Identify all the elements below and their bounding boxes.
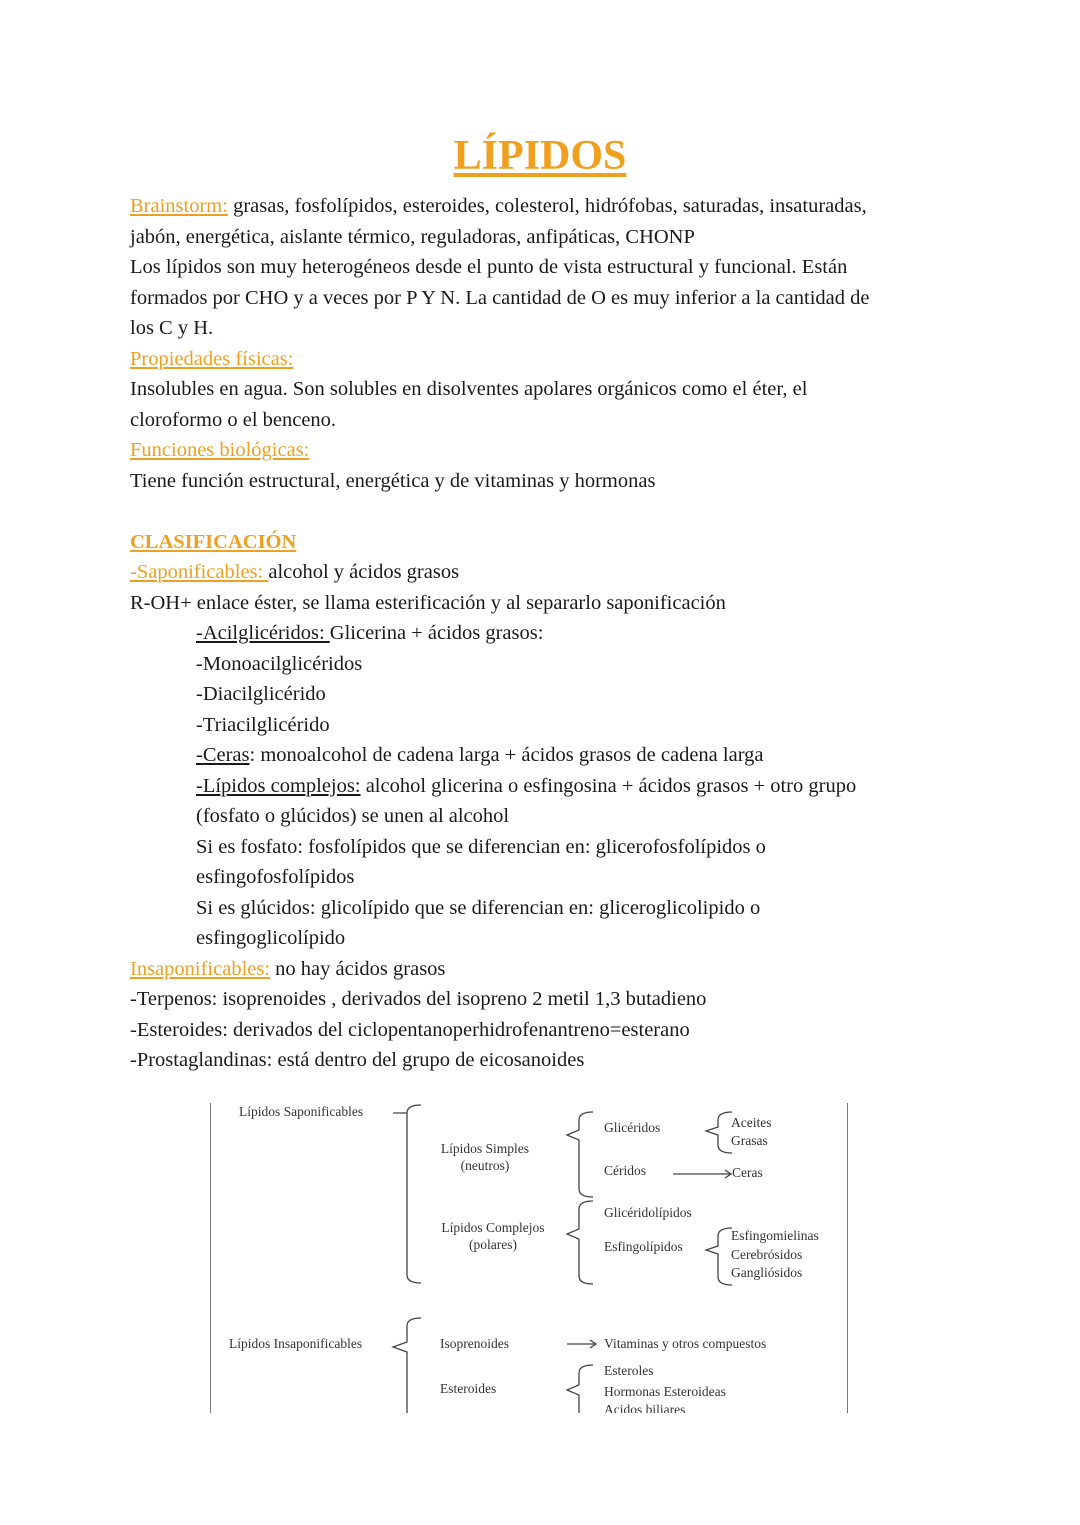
bracket-complejos <box>567 1201 593 1284</box>
node-cerebrosidos: Cerebrósidos <box>731 1247 803 1262</box>
node-gangliosidos: Gangliósidos <box>731 1265 803 1280</box>
glucidos-line-2: esfingoglicolípido <box>196 927 346 949</box>
node-saponificables: Lípidos Saponificables <box>239 1104 364 1119</box>
clasificacion-heading: CLASIFICACIÓN <box>130 530 297 553</box>
list-item: -Monoacilglicéridos <box>196 652 363 675</box>
propiedades-heading: Propiedades físicas: <box>130 347 294 370</box>
acilgliceridos-line: -Acilglicéridos: Glicerina + ácidos grasos: <box>196 622 544 644</box>
list-item: -Triacilglicérido <box>196 713 330 736</box>
node-esfingolipidos: Esfingolípidos <box>604 1239 683 1254</box>
node-ceridos: Céridos <box>604 1163 646 1178</box>
list-item: -Esteroides: derivados del ciclopentanoperhidrofenantreno=esterano <box>130 1018 690 1041</box>
node-glicerido-lipidos: Glicéridolípidos <box>604 1205 692 1220</box>
intro-line: Los lípidos son muy heterogéneos desde el punto de vista estructural y funcional. Están <box>130 256 848 278</box>
propiedades-line: Insolubles en agua. Son solubles en disolventes apolares orgánicos como el éter, el <box>130 378 808 400</box>
arrow-isoprenoides-vitaminas <box>567 1340 596 1348</box>
node-isoprenoides: Isoprenoides <box>440 1336 509 1351</box>
brainstorm-label: Brainstorm: <box>130 195 228 217</box>
glucidos-line: Si es glúcidos: glicolípido que se diferencian en: gliceroglicolipido o <box>196 896 761 919</box>
funciones-heading: Funciones biológicas: <box>130 439 310 461</box>
node-esfingomielinas: Esfingomielinas <box>731 1228 819 1243</box>
node-polares: (polares) <box>469 1237 517 1252</box>
list-item: -Terpenos: isoprenoides , derivados del isopreno 2 metil 1,3 butadieno <box>130 988 707 1010</box>
brainstorm-line-2: jabón, energética, aislante térmico, reguladoras, anfipáticas, CHONP <box>130 225 695 248</box>
intro-line: los C y H. <box>130 317 214 339</box>
node-neutros: (neutros) <box>460 1158 510 1173</box>
bracket-gliceridos <box>706 1112 732 1153</box>
node-aceites: Aceites <box>731 1115 772 1130</box>
brainstorm-line: Brainstorm: grasas, fosfolípidos, esteroides, colesterol, hidrófobas, saturadas, insaturadas, <box>130 195 867 217</box>
complejos-line: -Lípidos complejos: alcohol glicerina o esfingosina + ácidos grasos + otro grupo <box>196 774 857 797</box>
propiedades-line: cloroformo o el benceno. <box>130 408 337 431</box>
bracket-insaponificables <box>393 1318 421 1413</box>
node-complejos: Lípidos Complejos <box>441 1220 545 1235</box>
bracket-esfingolipidos <box>706 1228 732 1285</box>
funciones-text: Tiene función estructural, energética y de vitaminas y hormonas <box>130 469 656 492</box>
ceras-line: -Ceras: monoalcohol de cadena larga + ácidos grasos de cadena larga <box>196 744 764 766</box>
node-esteroles: Esteroles <box>604 1363 654 1378</box>
node-gliceridos: Glicéridos <box>604 1120 661 1135</box>
list-item: -Diacilglicérido <box>196 683 326 705</box>
node-grasas: Grasas <box>731 1133 768 1148</box>
intro-line: formados por CHO y a veces por P Y N. La cantidad de O es muy inferior a la cantidad de <box>130 286 870 309</box>
insaponificables-line: Insaponificables: no hay ácidos grasos <box>130 957 446 980</box>
fosfato-line-2: esfingofosfolípidos <box>196 866 355 888</box>
node-ceras: Ceras <box>732 1165 763 1180</box>
complejos-line-2: (fosfato o glúcidos) se unen al alcohol <box>196 805 510 827</box>
node-simples: Lípidos Simples <box>440 1141 530 1156</box>
list-item: -Prostaglandinas: está dentro del grupo de eicosanoides <box>130 1049 585 1071</box>
fosfato-line: Si es fosfato: fosfolípidos que se diferencian en: glicerofosfolípidos o <box>196 835 766 858</box>
lipid-classification-diagram <box>210 1103 848 1413</box>
bracket-saponificables <box>393 1105 421 1283</box>
document-body <box>130 191 869 1076</box>
arrow-ceridos-ceras <box>673 1170 731 1178</box>
page-title: LÍPIDOS <box>453 133 627 179</box>
node-hormonas: Hormonas Esteroideas <box>604 1384 726 1399</box>
node-insaponificables: Lípidos Insaponificables <box>229 1336 363 1351</box>
node-esteroides: Esteroides <box>440 1381 497 1396</box>
node-vitaminas: Vitaminas y otros compuestos <box>604 1336 767 1351</box>
bracket-simples <box>567 1112 593 1197</box>
bracket-esteroides <box>567 1365 593 1413</box>
roh-line: R-OH+ enlace éster, se llama esterificación y al separarlo saponificación <box>130 591 726 614</box>
saponificables-line: -Saponificables: alcohol y ácidos grasos <box>130 561 460 583</box>
node-acidos-biliares: Acidos biliares <box>604 1402 686 1413</box>
